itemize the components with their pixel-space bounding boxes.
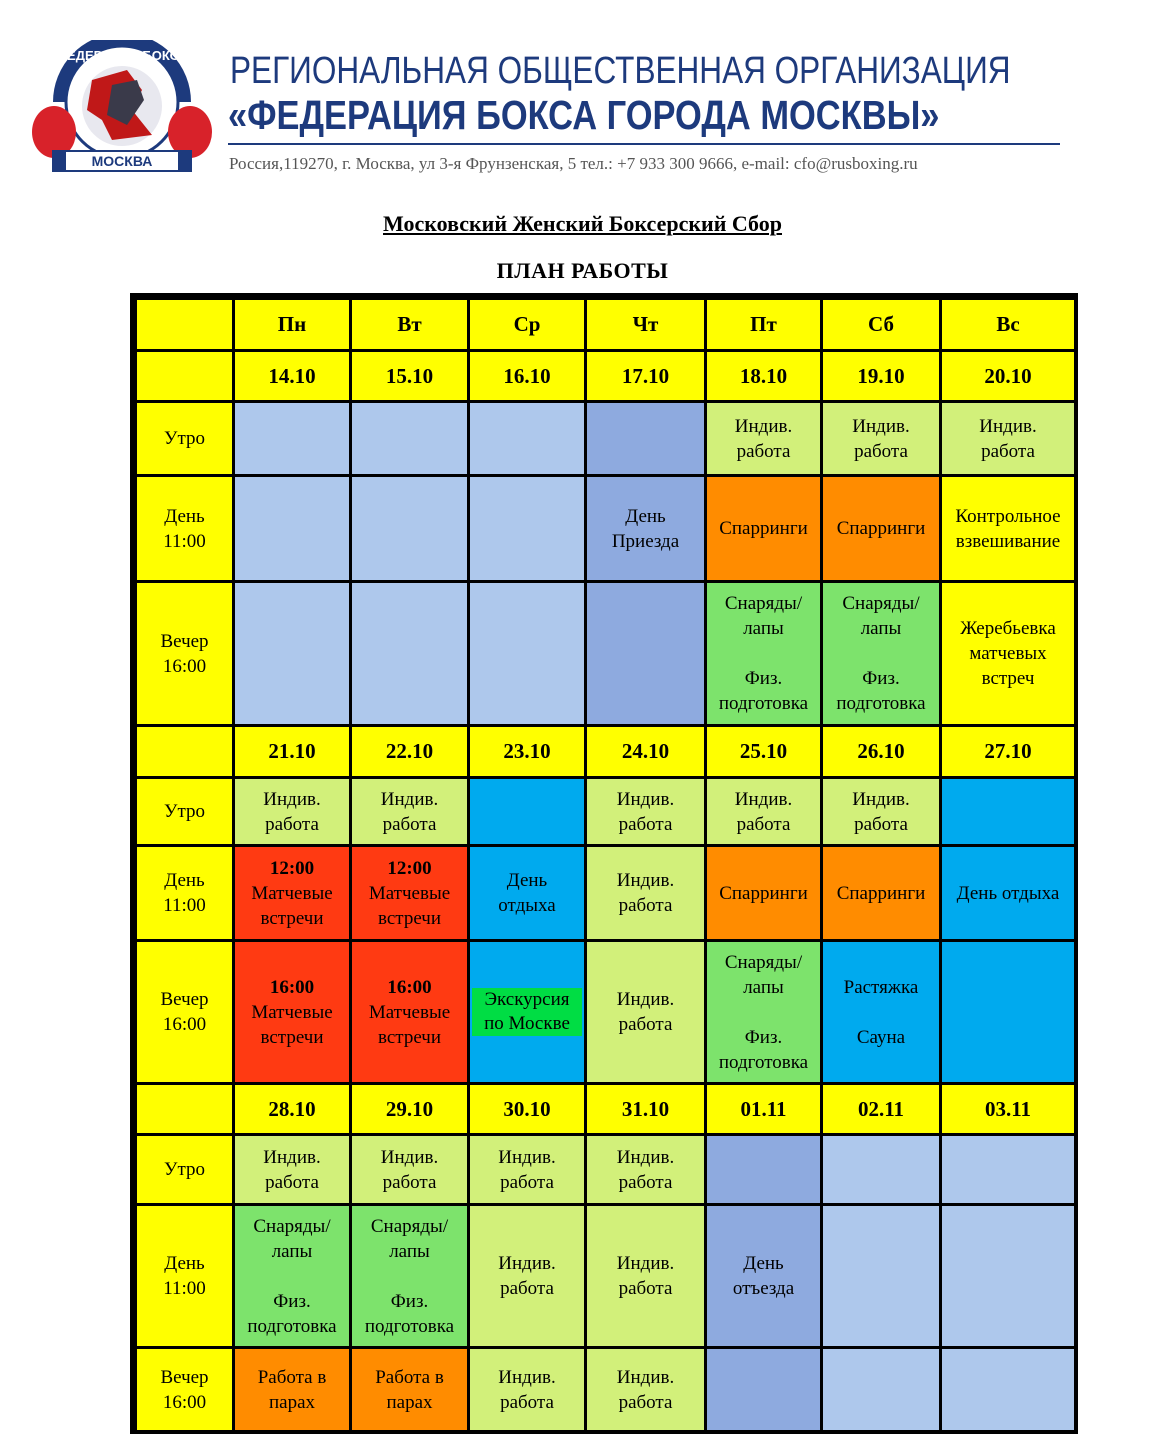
date-row (136, 351, 1076, 402)
schedule-cell: Индив. работа (586, 941, 706, 1084)
schedule-cell: День Приезда (586, 476, 706, 582)
schedule-cell (706, 1348, 822, 1432)
match-time: 12:00 (387, 857, 432, 879)
schedule-row (136, 846, 1076, 941)
schedule-cell: Снаряды/ лапы Физ. подготовка (351, 1205, 469, 1348)
schedule-row (136, 1348, 1076, 1432)
date-cell: 18.10 (706, 351, 822, 402)
schedule-row (136, 476, 1076, 582)
time-label: Вечер 16:00 (136, 1348, 234, 1432)
schedule-cell: Снаряды/ лапы Физ. подготовка (706, 941, 822, 1084)
schedule-cell (469, 941, 586, 1084)
schedule-row (136, 778, 1076, 846)
highlighted-text: Экскурсия по Москве (472, 988, 582, 1036)
schedule-cell (586, 582, 706, 726)
schedule-row (136, 582, 1076, 726)
date-cell: 30.10 (469, 1084, 586, 1135)
schedule-cell (469, 582, 586, 726)
schedule-cell: День отдыха (469, 846, 586, 941)
header-divider (228, 143, 1060, 145)
date-corner-cell (136, 726, 234, 778)
schedule-cell: 16:00 Матчевые встречи (351, 941, 469, 1084)
match-time: 12:00 (269, 857, 315, 879)
schedule-cell: Растяжка Сауна (822, 941, 941, 1084)
date-corner-cell (136, 1084, 234, 1135)
schedule-cell: Индив. работа (234, 1135, 351, 1205)
schedule-cell: Снаряды/ лапы Физ. подготовка (234, 1205, 351, 1348)
schedule-cell: Индив. работа (469, 1348, 586, 1432)
schedule-cell (469, 778, 586, 846)
day-header: Вс (941, 299, 1076, 351)
schedule-cell: Индив. работа (941, 402, 1076, 476)
schedule-cell: Индив. работа (586, 1205, 706, 1348)
date-cell: 02.11 (822, 1084, 941, 1135)
schedule-cell (234, 582, 351, 726)
time-label: Вечер 16:00 (136, 582, 234, 726)
schedule-cell: День отдыха (941, 846, 1076, 941)
schedule-cell: Жеребьевка матчевых встреч (941, 582, 1076, 726)
time-label: Утро (136, 402, 234, 476)
schedule-cell (586, 402, 706, 476)
schedule-cell (234, 476, 351, 582)
date-cell: 20.10 (941, 351, 1076, 402)
date-row (136, 726, 1076, 778)
schedule-cell: Индив. работа (706, 778, 822, 846)
schedule-cell: Индив. работа (586, 846, 706, 941)
document-title: Московский Женский Боксерский Сбор (383, 211, 782, 236)
day-header: Вт (351, 299, 469, 351)
schedule-cell: Индив. работа (586, 1135, 706, 1205)
schedule-cell (351, 582, 469, 726)
schedule-cell: Индив. работа (822, 402, 941, 476)
time-label: День 11:00 (136, 846, 234, 941)
date-cell: 03.11 (941, 1084, 1076, 1135)
schedule-cell (351, 402, 469, 476)
time-label: День 11:00 (136, 476, 234, 582)
day-header: Пт (706, 299, 822, 351)
date-cell: 27.10 (941, 726, 1076, 778)
match-time: 16:00 (387, 976, 432, 998)
federation-logo (32, 40, 212, 180)
day-header: Чт (586, 299, 706, 351)
date-corner-cell (136, 351, 234, 402)
svg-text:ФЕДЕРАЦИЯ БОКСА: ФЕДЕРАЦИЯ БОКСА (55, 48, 189, 63)
date-cell: 24.10 (586, 726, 706, 778)
schedule-cell (469, 402, 586, 476)
schedule-cell: Индив. работа (586, 1348, 706, 1432)
schedule-cell: День отъезда (706, 1205, 822, 1348)
schedule-cell (469, 476, 586, 582)
day-header: Пн (234, 299, 351, 351)
org-name-line2: «ФЕДЕРАЦИЯ БОКСА ГОРОДА МОСКВЫ» (228, 92, 940, 138)
date-cell: 23.10 (469, 726, 586, 778)
schedule-cell (706, 1135, 822, 1205)
time-label: Вечер 16:00 (136, 941, 234, 1084)
schedule-cell: Снаряды/ лапы Физ. подготовка (822, 582, 941, 726)
org-address: Россия,119270, г. Москва, ул 3-я Фрунзенская, 5 тел.: +7 933 300 9666, e-mail: cfo@rusboxing.ru (229, 154, 918, 173)
svg-text:МОСКВА: МОСКВА (91, 153, 153, 169)
date-cell: 17.10 (586, 351, 706, 402)
schedule-cell (941, 1348, 1076, 1432)
schedule-row (136, 941, 1076, 1084)
day-header-row (136, 299, 1076, 351)
schedule-cell (822, 1205, 941, 1348)
document-subtitle: ПЛАН РАБОТЫ (496, 258, 669, 283)
time-label: Утро (136, 778, 234, 846)
date-cell: 25.10 (706, 726, 822, 778)
corner-cell (136, 299, 234, 351)
schedule-cell: Индив. работа (234, 778, 351, 846)
schedule-cell: Спарринги (822, 846, 941, 941)
schedule-row (136, 1135, 1076, 1205)
schedule-cell: Индив. работа (351, 1135, 469, 1205)
date-cell: 31.10 (586, 1084, 706, 1135)
date-cell: 19.10 (822, 351, 941, 402)
date-cell: 16.10 (469, 351, 586, 402)
org-name-line1: РЕГИОНАЛЬНАЯ ОБЩЕСТВЕННАЯ ОРГАНИЗАЦИЯ (230, 50, 1011, 92)
schedule-cell (822, 1348, 941, 1432)
schedule-table (130, 293, 1078, 1434)
schedule-cell: 16:00 Матчевые встречи (234, 941, 351, 1084)
schedule-cell (822, 1135, 941, 1205)
schedule-cell: 12:00 Матчевые встречи (234, 846, 351, 941)
schedule-cell (941, 941, 1076, 1084)
date-cell: 21.10 (234, 726, 351, 778)
date-cell: 29.10 (351, 1084, 469, 1135)
schedule-cell: Индив. работа (706, 402, 822, 476)
date-cell: 15.10 (351, 351, 469, 402)
date-cell: 14.10 (234, 351, 351, 402)
schedule-cell: Индив. работа (469, 1135, 586, 1205)
date-row (136, 1084, 1076, 1135)
time-label: День 11:00 (136, 1205, 234, 1348)
schedule-cell: Контрольное взвешивание (941, 476, 1076, 582)
schedule-cell: Индив. работа (351, 778, 469, 846)
schedule-cell (234, 402, 351, 476)
match-time: 16:00 (269, 976, 315, 998)
schedule-cell: Спарринги (822, 476, 941, 582)
schedule-cell (351, 476, 469, 582)
date-cell: 26.10 (822, 726, 941, 778)
schedule-row (136, 1205, 1076, 1348)
date-cell: 28.10 (234, 1084, 351, 1135)
time-label: Утро (136, 1135, 234, 1205)
schedule-row (136, 402, 1076, 476)
schedule-cell: 12:00 Матчевые встречи (351, 846, 469, 941)
schedule-cell: Индив. работа (822, 778, 941, 846)
schedule-cell: Снаряды/ лапы Физ. подготовка (706, 582, 822, 726)
schedule-cell (941, 778, 1076, 846)
schedule-cell (941, 1205, 1076, 1348)
schedule-cell: Работа в парах (351, 1348, 469, 1432)
schedule-cell: Спарринги (706, 476, 822, 582)
date-cell: 22.10 (351, 726, 469, 778)
day-header: Сб (822, 299, 941, 351)
date-cell: 01.11 (706, 1084, 822, 1135)
day-header: Ср (469, 299, 586, 351)
schedule-cell: Работа в парах (234, 1348, 351, 1432)
schedule-cell: Спарринги (706, 846, 822, 941)
schedule-cell: Индив. работа (469, 1205, 586, 1348)
schedule-cell (941, 1135, 1076, 1205)
schedule-cell: Индив. работа (586, 778, 706, 846)
